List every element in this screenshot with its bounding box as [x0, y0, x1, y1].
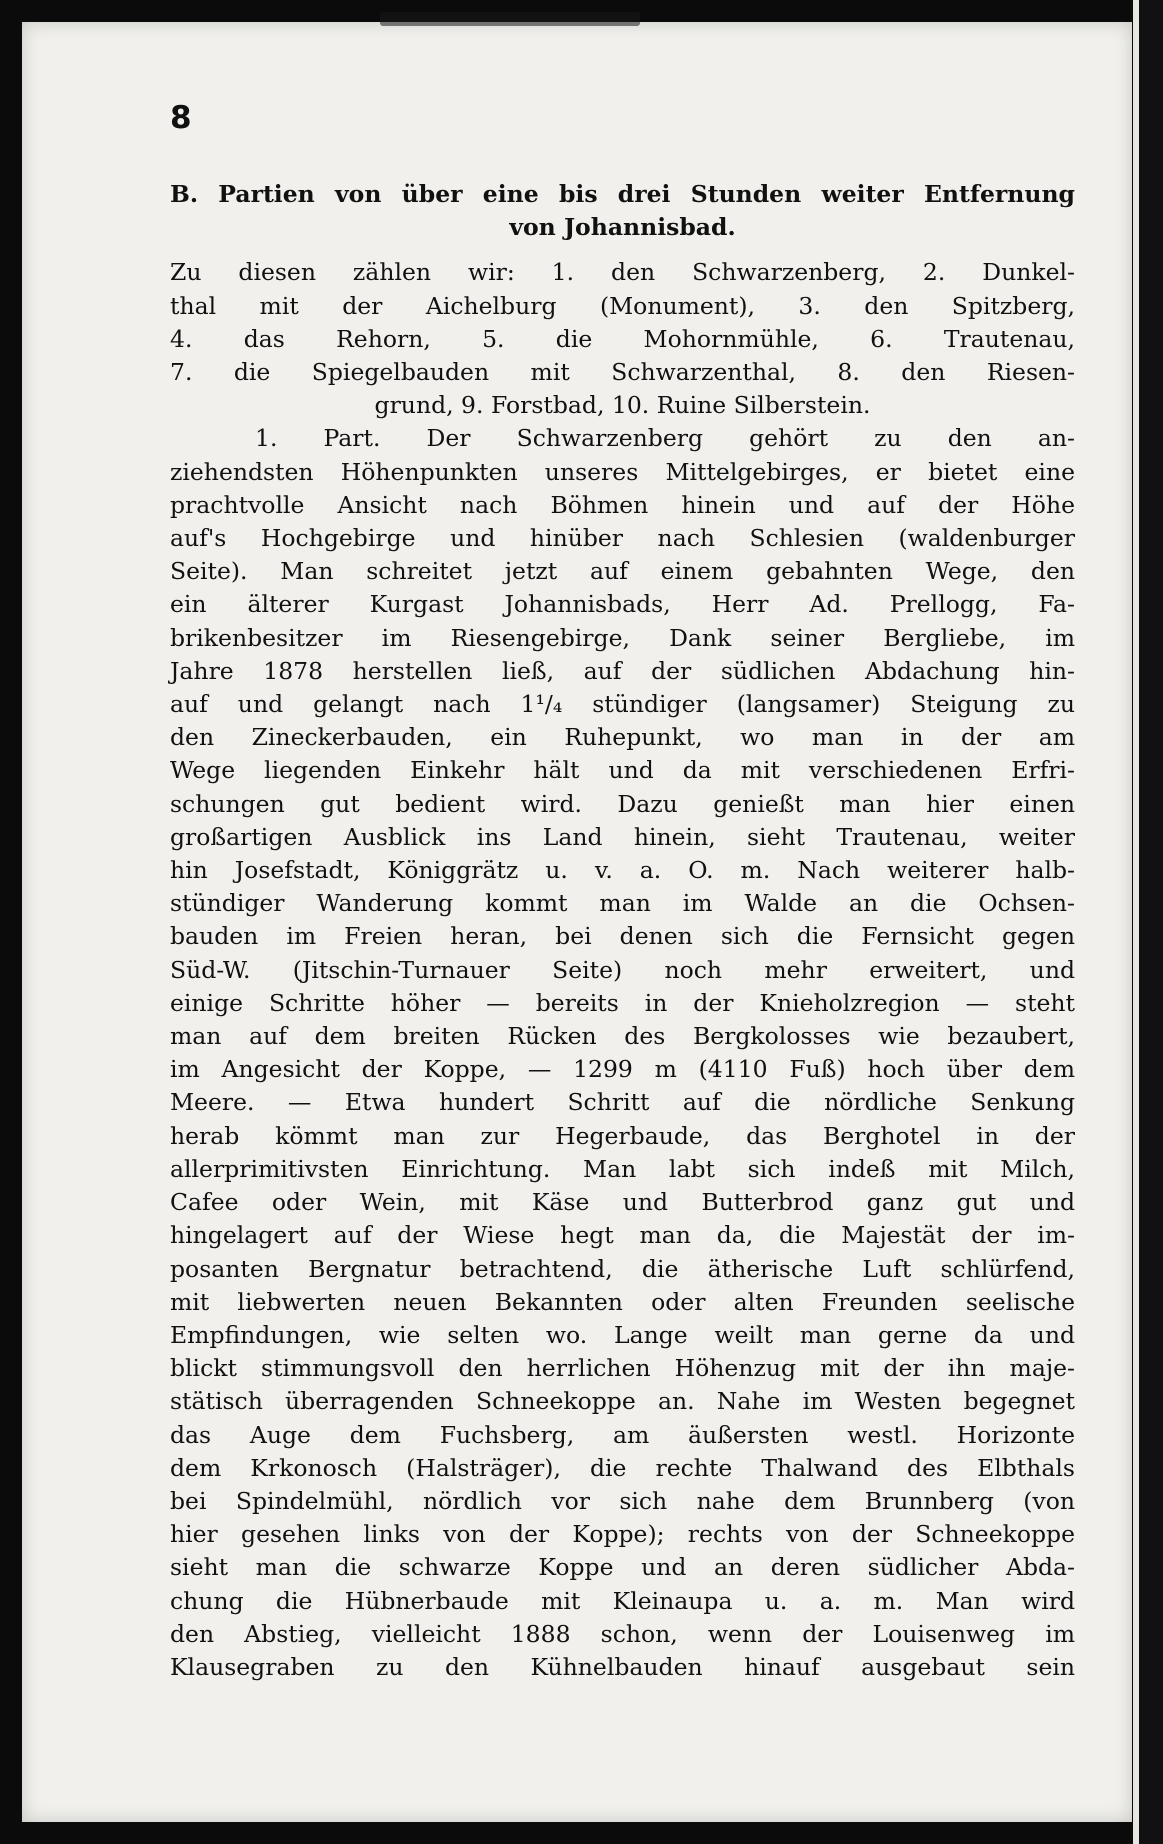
- text-line: thal mit der Aichelburg (Monument), 3. den Spitzberg,: [170, 291, 1075, 320]
- text-line: Meere. — Etwa hundert Schritt auf die nördliche Senkung: [170, 1088, 1075, 1117]
- text-line: prachtvolle Ansicht nach Böhmen hinein und auf der Höhe: [170, 490, 1075, 519]
- text-line: Klausegraben zu den Kühnelbauden hinauf ausgebaut sein: [170, 1652, 1075, 1681]
- text-line: den Zineckerbauden, ein Ruhepunkt, wo man in der am: [170, 723, 1075, 752]
- text-line: posanten Bergnatur betrachtend, die ätherische Luft schlürfend,: [170, 1254, 1075, 1283]
- text-line: allerprimitivsten Einrichtung. Man labt sich indeß mit Milch,: [170, 1154, 1075, 1183]
- section-heading: von Johannisbad.: [509, 213, 736, 242]
- text-line: hingelagert auf der Wiese hegt man da, die Majestät der im-: [170, 1221, 1075, 1250]
- text-line: stätisch überragenden Schneekoppe an. Nahe im Westen begegnet: [170, 1387, 1075, 1416]
- text-line: grund, 9. Forstbad, 10. Ruine Silberstein.: [374, 391, 871, 420]
- text-line: Cafee oder Wein, mit Käse und Butterbrod ganz gut und: [170, 1188, 1075, 1217]
- page-number: 8: [170, 100, 192, 136]
- scan-smudge: [380, 12, 640, 26]
- text-line: bei Spindelmühl, nördlich vor sich nahe dem Brunnberg (von: [170, 1486, 1075, 1515]
- scan-border: [1139, 0, 1163, 1844]
- text-line: einige Schritte höher — bereits in der Knieholzregion — steht: [170, 988, 1075, 1017]
- text-line: Zu diesen zählen wir: 1. den Schwarzenberg, 2. Dunkel-: [170, 258, 1075, 287]
- text-line: sieht man die schwarze Koppe und an deren südlicher Abda-: [170, 1553, 1075, 1582]
- text-line: 7. die Spiegelbauden mit Schwarzenthal, 8. den Riesen-: [170, 358, 1075, 387]
- text-line: hier gesehen links von der Koppe); rechts von der Schneekoppe: [170, 1520, 1075, 1549]
- text-line: 1. Part. Der Schwarzenberg gehört zu den an-: [255, 424, 1075, 453]
- text-line: Süd-W. (Jitschin-Turnauer Seite) noch mehr erweitert, und: [170, 955, 1075, 984]
- text-line: dem Krkonosch (Halsträger), die rechte Thalwand des Elbthals: [170, 1453, 1075, 1482]
- text-line: Empfindungen, wie selten wo. Lange weilt man gerne da und: [170, 1320, 1075, 1349]
- text-line: brikenbesitzer im Riesengebirge, Dank seiner Bergliebe, im: [170, 623, 1075, 652]
- text-line: chung die Hübnerbaude mit Kleinaupa u. a. m. Man wird: [170, 1586, 1075, 1615]
- text-line: herab kömmt man zur Hegerbaude, das Berghotel in der: [170, 1121, 1075, 1150]
- text-line: ein älterer Kurgast Johannisbads, Herr Ad. Prellogg, Fa-: [170, 590, 1075, 619]
- text-line: auf's Hochgebirge und hinüber nach Schlesien (waldenburger: [170, 524, 1075, 553]
- text-line: schungen gut bedient wird. Dazu genießt man hier einen: [170, 789, 1075, 818]
- text-line: ziehendsten Höhenpunkten unseres Mittelgebirges, er bietet eine: [170, 457, 1075, 486]
- text-line: stündiger Wanderung kommt man im Walde an die Ochsen-: [170, 889, 1075, 918]
- text-line: Wege liegenden Einkehr hält und da mit verschiedenen Erfri-: [170, 756, 1075, 785]
- body-text: [170, 178, 1075, 1684]
- text-line: großartigen Ausblick ins Land hinein, sieht Trautenau, weiter: [170, 822, 1075, 851]
- text-line: im Angesicht der Koppe, — 1299 m (4110 Fuß) hoch über dem: [170, 1055, 1075, 1084]
- text-line: auf und gelangt nach 1¹/₄ stündiger (langsamer) Steigung zu: [170, 690, 1075, 719]
- text-line: das Auge dem Fuchsberg, am äußersten westl. Horizonte: [170, 1420, 1075, 1449]
- text-line: den Abstieg, vielleicht 1888 schon, wenn der Louisenweg im: [170, 1619, 1075, 1648]
- text-line: Seite). Man schreitet jetzt auf einem gebahnten Wege, den: [170, 557, 1075, 586]
- text-line: hin Josefstadt, Königgrätz u. v. a. O. m. Nach weiterer halb-: [170, 856, 1075, 885]
- section-heading: B. Partien von über eine bis drei Stunden weiter Entfernung: [170, 180, 1075, 208]
- text-line: man auf dem breiten Rücken des Bergkolosses wie bezaubert,: [170, 1022, 1075, 1051]
- text-line: mit liebwerten neuen Bekannten oder alten Freunden seelische: [170, 1287, 1075, 1316]
- text-line: Jahre 1878 herstellen ließ, auf der südlichen Abdachung hin-: [170, 656, 1075, 685]
- text-line: bauden im Freien heran, bei denen sich die Fernsicht gegen: [170, 922, 1075, 951]
- text-line: 4. das Rehorn, 5. die Mohornmühle, 6. Trautenau,: [170, 324, 1075, 353]
- text-line: blickt stimmungsvoll den herrlichen Höhenzug mit der ihn maje-: [170, 1354, 1075, 1383]
